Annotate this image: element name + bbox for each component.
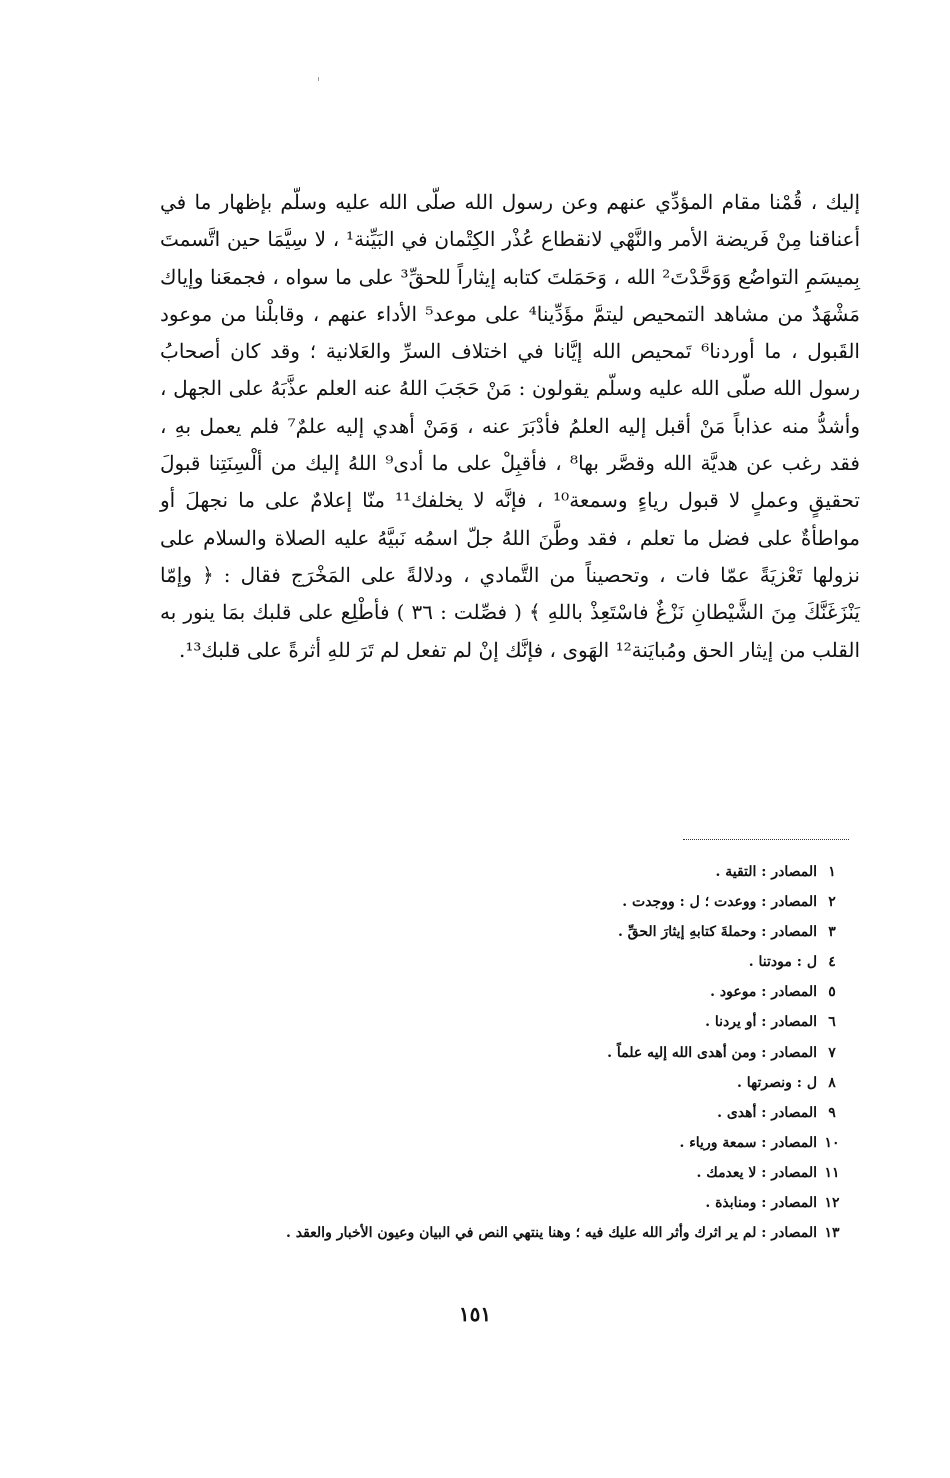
footnote-text: ل : ونصرتها . bbox=[737, 1074, 817, 1091]
footnote-text: المصادر : ومن أهدى الله إليه علماً . bbox=[607, 1044, 817, 1061]
footnote-4 bbox=[286, 947, 847, 977]
footnote-10 bbox=[286, 1128, 847, 1158]
footnote-text: ل : مودتنا . bbox=[748, 954, 817, 971]
footnote-6 bbox=[286, 1007, 847, 1037]
footnote-9 bbox=[286, 1098, 847, 1128]
footnote-number: ٥ bbox=[828, 984, 836, 1001]
footnote-3 bbox=[286, 917, 847, 947]
footnotes-list bbox=[286, 857, 847, 1248]
footnote-text: المصادر : موعود . bbox=[710, 984, 817, 1001]
footnote-text: المصادر : وحملةَ كتابهِ إيثارَ الحقِّ . bbox=[617, 924, 817, 941]
footnote-separator bbox=[683, 839, 849, 840]
page-number: ١٥١ bbox=[458, 1302, 492, 1326]
footnote-text: المصادر : سمعة ورياء . bbox=[679, 1134, 817, 1151]
footnote-number: ١٣ bbox=[824, 1225, 840, 1242]
footnote-number: ١ bbox=[828, 864, 836, 880]
footnote-11 bbox=[286, 1158, 847, 1188]
footnote-number: ١٢ bbox=[824, 1195, 840, 1212]
footnote-number: ٩ bbox=[828, 1104, 836, 1121]
footnote-number: ٢ bbox=[828, 894, 836, 911]
footnote-text: المصادر : لم ير اثرك وأثر الله عليك فيه ؛ وهنا ينتهي النص في البيان وعيون الأخبار والعقد . bbox=[285, 1225, 817, 1242]
footnote-number: ١١ bbox=[824, 1164, 840, 1181]
footnote-1 bbox=[286, 857, 847, 887]
footnote-text: المصادر : التقية . bbox=[715, 864, 817, 880]
body-paragraph: إليك ، قُمْنا مقام المؤدِّي عنهم وعن رسول الله صلّى الله عليه وسلّم بإظهار ما في أعناقنا مِنْ فَريضة الأمر والنَّهْي لانقطاع عُذْر الكِتْمان في البَيِّنة¹ ، لا سِيَّمَا حين اتَّسمتَ بِميسَمِ التواضُع وَوَحَّدْتَ² الله ، وَحَمَلتَ كتابه إيثاراً للحقِّ³ على ما سواه ، فجمعَنا وإياك مَشْهَدٌ من مشاهد التمحيص ليتمَّ مؤَدِّينا⁴ على موعد⁵ الأداء عنهم ، وقابلْنا من موعود القَبول ، ما أوردنا⁶ تَمحيص الله إيَّانا في اختلاف السرِّ والعَلانية ؛ وقد كان أصحابُ رسول الله صلّى الله عليه وسلّم يقولون : مَنْ حَجَبَ اللهُ عنه العلم عذَّبَهُ على الجهل ، وأشدُّ منه عذاباً مَنْ أقبل إليه العلمُ فأدْبَرَ عنه ، وَمَنْ أهدي إليه علمٌ⁷ فلم يعمل بهِ ، فقد رغب عن هديَّة الله وقصَّر بها⁸ ، فأقبِلْ على ما أدى⁹ اللهُ إليك من ألْسِنَتِنا قبولَ تحقيقٍ وعملٍ لا قبول رياءٍ وسمعة¹⁰ ، فإنَّه لا يخلفك¹¹ منّا إعلامٌ على ما نجهلَ أو مواطأةٌ على فضل ما تعلم ، فقد وطَّنَ اللهُ جلّ اسمُه نَبيَّهُ عليه الصلاة والسلام على نزولها تَعْزيَةً عمّا فات ، وتحصيناً من التَّمادي ، ودلالةً على المَخْرَج فقال : ﴿ وإمّا يَنْزَغَنَّكَ مِنَ الشَّيْطانِ نَزْغٌ فاسْتَعِذْ باللهِ ﴾ ( فصِّلت : ٣٦ ) فأطْلِع على قلبك بمَا ينور به القلب من إيثار الحق ومُبايَنة¹² الهَوى ، فإنَّك إنْ لم تفعل لم تَرَ للهِ أثرةً على قلبك¹³. bbox=[160, 190, 861, 662]
footnote-12 bbox=[286, 1188, 847, 1218]
footnote-number: ٤ bbox=[828, 954, 836, 971]
footnote-13 bbox=[286, 1218, 847, 1248]
main-text-block bbox=[160, 184, 860, 669]
footnote-text: المصادر : أهدى . bbox=[717, 1104, 817, 1121]
footnote-2 bbox=[286, 887, 847, 917]
footnote-8 bbox=[286, 1068, 847, 1098]
footnote-7 bbox=[286, 1038, 847, 1068]
footnote-number: ٧ bbox=[828, 1044, 836, 1061]
footnote-text: المصادر : ومنابذة . bbox=[705, 1195, 817, 1212]
footnote-number: ٨ bbox=[828, 1074, 836, 1091]
footnote-number: ٦ bbox=[828, 1014, 836, 1031]
footnote-text: المصادر : لا يعدمك . bbox=[696, 1164, 817, 1181]
scan-mark bbox=[318, 77, 319, 81]
footnote-number: ٣ bbox=[828, 924, 836, 941]
footnote-5 bbox=[286, 977, 847, 1007]
footnote-text: المصادر : ووعدت ؛ ل : ووجدت . bbox=[622, 894, 817, 911]
footnote-text: المصادر : أو يردنا . bbox=[705, 1014, 817, 1031]
footnote-number: ١٠ bbox=[824, 1134, 840, 1151]
